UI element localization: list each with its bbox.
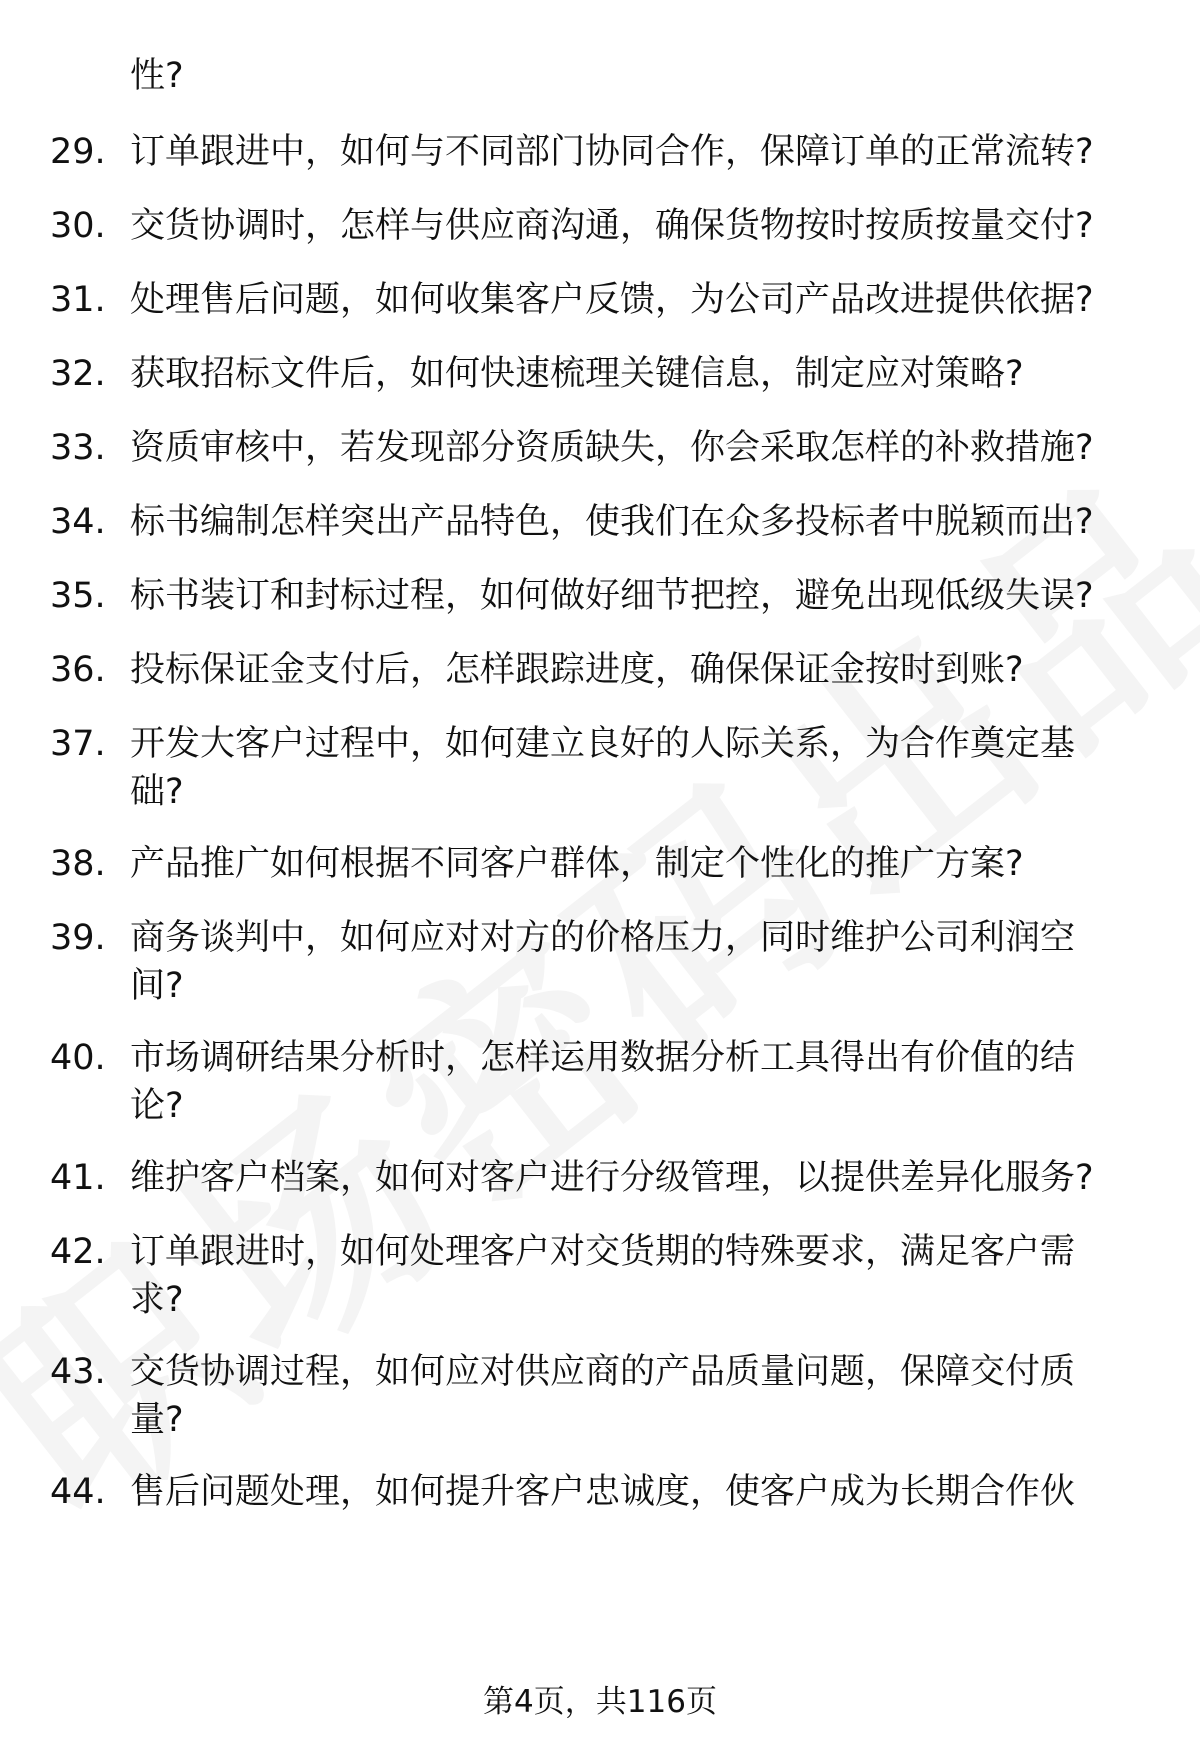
item-number: 38. — [50, 844, 106, 884]
item-line: 量? — [130, 1400, 184, 1440]
item-number: 30. — [50, 206, 106, 246]
item-text — [130, 840, 1130, 888]
item-line: 产品推广如何根据不同客户群体，制定个性化的推广方案? — [130, 844, 1024, 884]
item-line: 础? — [130, 772, 184, 812]
item-line: 交货协调时，怎样与供应商沟通，确保货物按时按质按量交付? — [130, 206, 1094, 246]
item-line: 交货协调过程，如何应对供应商的产品质量问题，保障交付质 — [130, 1352, 1076, 1392]
item-text — [130, 424, 1130, 472]
item-line: 商务谈判中，如何应对对方的价格压力，同时维护公司利润空 — [130, 918, 1076, 958]
item-number: 42. — [50, 1232, 106, 1272]
item-text — [130, 1154, 1130, 1202]
item-number: 32. — [50, 354, 106, 394]
item-line: 获取招标文件后，如何快速梳理关键信息，制定应对策略? — [130, 354, 1024, 394]
item-line: 论? — [130, 1086, 184, 1126]
item-text — [130, 1348, 1130, 1444]
item-number: 36. — [50, 650, 106, 690]
page-footer: 第4页，共116页 — [483, 1684, 717, 1720]
item-line: 订单跟进时，如何处理客户对交货期的特殊要求，满足客户需 — [130, 1232, 1076, 1272]
item-number: 40. — [50, 1038, 106, 1078]
item-line: 订单跟进中，如何与不同部门协同合作，保障订单的正常流转? — [130, 132, 1094, 172]
item-line: 求? — [130, 1280, 184, 1320]
item-text — [130, 498, 1130, 546]
item-number: 43. — [50, 1352, 106, 1392]
item-text — [130, 1034, 1130, 1130]
item-line: 市场调研结果分析时，怎样运用数据分析工具得出有价值的结 — [130, 1038, 1076, 1078]
item-line: 标书装订和封标过程，如何做好细节把控，避免出现低级失误? — [130, 576, 1094, 616]
item-line: 标书编制怎样突出产品特色，使我们在众多投标者中脱颖而出? — [130, 502, 1094, 542]
item-line: 资质审核中，若发现部分资质缺失，你会采取怎样的补救措施? — [130, 428, 1094, 468]
item-number: 39. — [50, 918, 106, 958]
item-text — [130, 128, 1130, 176]
item-text — [130, 720, 1130, 816]
item-line: 售后问题处理，如何提升客户忠诚度，使客户成为长期合作伙 — [130, 1472, 1076, 1512]
item-text — [130, 202, 1130, 250]
continued-line: 性? — [130, 56, 184, 96]
item-number: 37. — [50, 724, 106, 764]
item-line: 投标保证金支付后，怎样跟踪进度，确保保证金按时到账? — [130, 650, 1024, 690]
item-text — [130, 276, 1130, 324]
item-text — [130, 1228, 1130, 1324]
item-number: 35. — [50, 576, 106, 616]
item-number: 33. — [50, 428, 106, 468]
item-number: 34. — [50, 502, 106, 542]
item-line: 处理售后问题，如何收集客户反馈，为公司产品改进提供依据? — [130, 280, 1094, 320]
item-text — [130, 350, 1130, 398]
item-text — [130, 646, 1130, 694]
item-line: 间? — [130, 966, 184, 1006]
item-number: 31. — [50, 280, 106, 320]
item-number: 29. — [50, 132, 106, 172]
item-line: 维护客户档案，如何对客户进行分级管理，以提供差异化服务? — [130, 1158, 1094, 1198]
item-number: 41. — [50, 1158, 106, 1198]
item-text — [130, 572, 1130, 620]
item-number: 44. — [50, 1472, 106, 1512]
item-text — [130, 914, 1130, 1010]
item-line: 开发大客户过程中，如何建立良好的人际关系，为合作奠定基 — [130, 724, 1076, 764]
item-text — [130, 1468, 1130, 1516]
